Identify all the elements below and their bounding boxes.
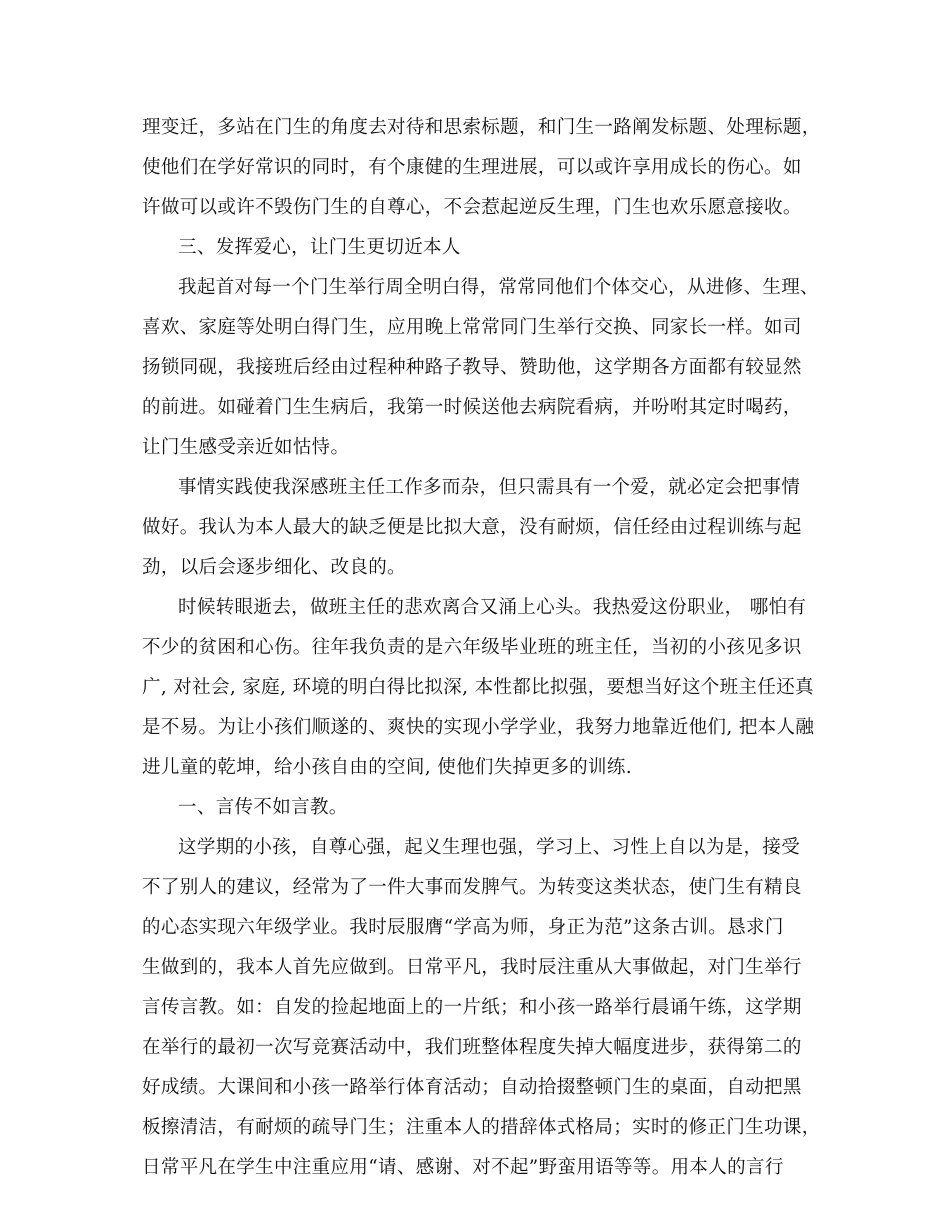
text-line: 我起首对每一个门生举行周全明白得，常常同他们个体交心，从进修、生理、 xyxy=(178,277,819,298)
section-heading: 三、发挥爱心，让门生更切近本人 xyxy=(178,237,461,258)
text-line: 许做可以或许不毁伤门生的自尊心，不会惹起逆反生理，门生也欢乐愿意接收。 xyxy=(142,197,802,218)
text-line: 好成绩。大课间和小孩一路举行体育活动；自动拾掇整顿门生的桌面，自动把黑 xyxy=(142,1077,802,1098)
text-line: 日常平凡在学生中注重应用“请、感谢、对不起”野蛮用语等等。用本人的言行 xyxy=(142,1157,784,1178)
section-heading: 一、言传不如言教。 xyxy=(178,797,348,818)
text-line: 理变迁，多站在门生的角度去对待和思索标题，和门生一路阐发标题、处理标题， xyxy=(142,117,821,138)
text-line: 劲，以后会逐步细化、改良的。 xyxy=(142,557,406,578)
text-line: 扬锁同砚，我接班后经由过程种种路子教导、赞助他，这学期各方面都有较显然 xyxy=(142,357,802,378)
text-line: 的前进。如碰着门生生病后，我第一时候送他去病院看病，并吩咐其定时喝药， xyxy=(142,397,802,418)
text-line: 喜欢、家庭等处明白得门生，应用晚上常常同门生举行交换、同家长一样。如司 xyxy=(142,317,802,338)
text-line: 板擦清洁，有耐烦的疏导门生；注重本人的措辞体式格局；实时的修正门生功课， xyxy=(142,1117,821,1138)
text-line: 进儿童的乾坤，给小孩自由的空间, 使他们失掉更多的训练. xyxy=(142,757,632,778)
text-line: 言传言教。如：自发的捡起地面上的一片纸；和小孩一路举行晨诵午练，这学期 xyxy=(142,997,802,1018)
text-line: 这学期的小孩，自尊心强，起义生理也强，学习上、习性上自以为是，接受 xyxy=(178,837,801,858)
text-line: 是不易。为让小孩们顺遂的、爽快的实现小学学业，我努力地靠近他们, 把本人融 xyxy=(142,717,815,738)
text-line: 做好。我认为本人最大的缺乏便是比拟大意，没有耐烦，信任经由过程训练与起 xyxy=(142,517,802,538)
text-line: 不少的贫困和心伤。往年我负责的是六年级毕业班的班主任，当初的小孩见多识 xyxy=(142,637,802,658)
text-line: 不了别人的建议，经常为了一件大事而发脾气。为转变这类状态，使门生有精良 xyxy=(142,877,802,898)
text-line: 让门生感受亲近如怙恃。 xyxy=(142,437,350,458)
text-line: 生做到的，我本人首先应做到。日常平凡，我时辰注重从大事做起，对门生举行 xyxy=(142,957,802,978)
text-line: 的心态实现六年级学业。我时辰服膺“学高为师，身正为范”这条古训。恳求门 xyxy=(142,917,784,938)
text-line: 事情实践使我深感班主任工作多而杂，但只需具有一个爱，就必定会把事情 xyxy=(178,477,801,498)
text-line: 使他们在学好常识的同时，有个康健的生理进展，可以或许享用成长的伤心。如 xyxy=(142,157,802,178)
text-line: 在举行的最初一次写竞赛活动中，我们班整体程度失掉大幅度进步，获得第二的 xyxy=(142,1037,802,1058)
text-line: 时候转眼逝去，做班主任的悲欢离合又涌上心头。我热爱这份职业， 哪怕有 xyxy=(178,597,807,618)
text-line: 广, 对社会, 家庭, 环境的明白得比拟深, 本性都比拟强，要想当好这个班主任还真 xyxy=(142,677,814,698)
